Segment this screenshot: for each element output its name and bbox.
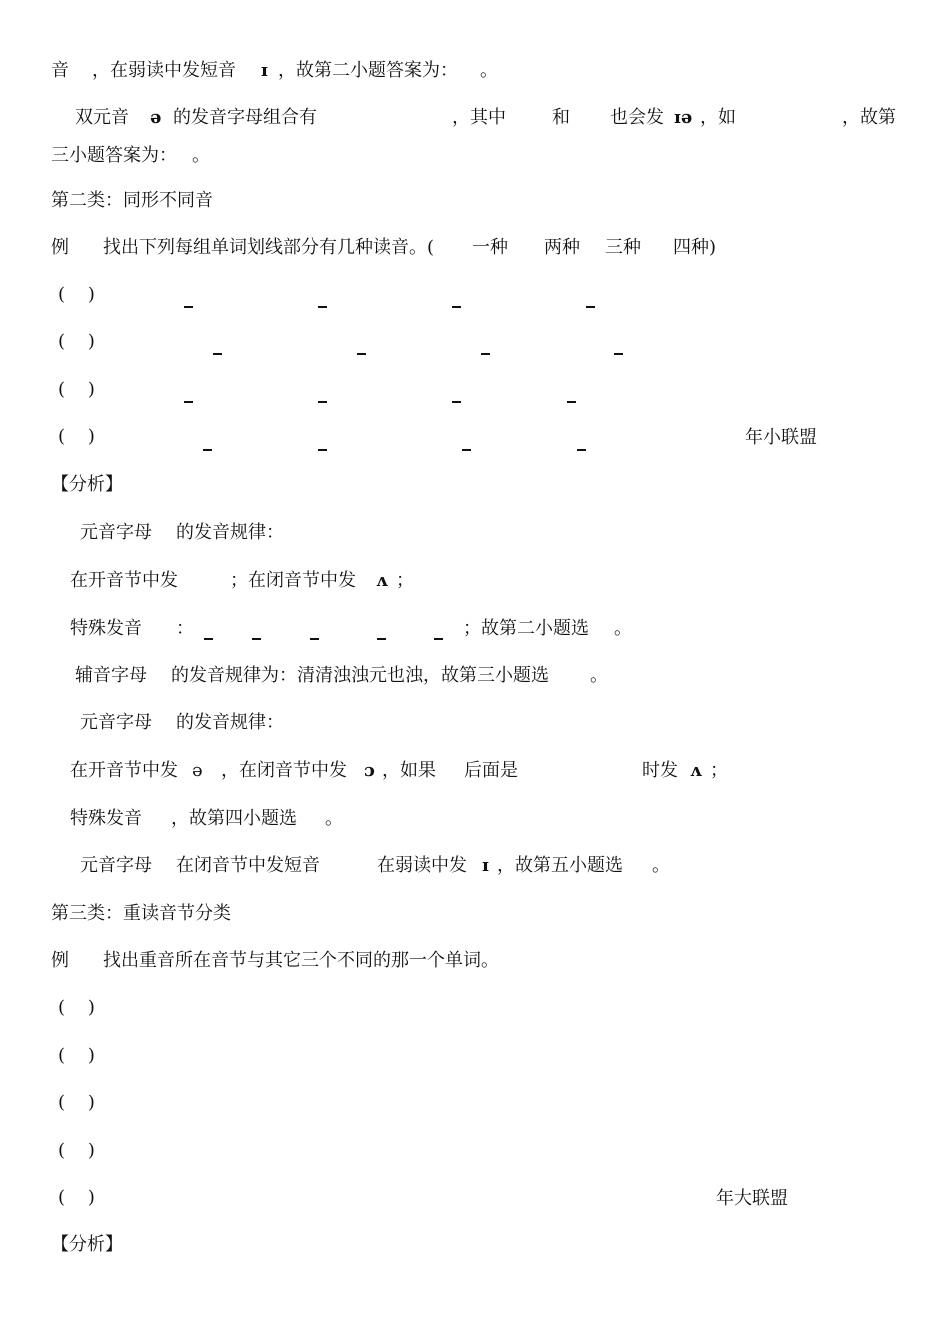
text: 辅音字母 <box>75 665 147 686</box>
text: 元音字母 <box>80 522 152 543</box>
text: 。 <box>590 665 608 686</box>
answer-bracket: ( ) <box>58 1187 95 1208</box>
phonetic-symbol: ə <box>150 107 162 128</box>
underline-blank <box>318 306 327 308</box>
analysis-heading: 【分析】 <box>51 474 123 495</box>
text: 时发 <box>642 760 678 781</box>
analysis-heading: 【分析】 <box>51 1234 123 1255</box>
text: 在闭音节中发短音 <box>176 855 320 876</box>
text: 元音字母 <box>80 712 152 733</box>
text: 的发音规律为：清清浊浊元也浊，故第三小题选 <box>171 665 549 686</box>
answer-bracket: ( ) <box>58 1092 95 1113</box>
answer-bracket: ( ) <box>58 379 95 400</box>
text: ，其中 <box>452 107 506 128</box>
underline-blank <box>310 638 319 640</box>
underline-blank <box>213 353 222 355</box>
example-label: 例 <box>51 237 69 258</box>
text: 三小题答案为： <box>51 145 177 166</box>
option: 三种 <box>605 237 641 258</box>
option: 两种 <box>544 237 580 258</box>
text: 的发音规律： <box>176 522 284 543</box>
example-label: 例 <box>51 950 69 971</box>
text: ，在弱读中发短音 <box>92 60 236 81</box>
text: 找出下列每组单词划线部分有几种读音。( <box>103 237 435 258</box>
underline-blank <box>452 306 461 308</box>
text: 特殊发音 <box>70 618 142 639</box>
text: 和 <box>552 107 570 128</box>
underline-blank <box>452 401 461 403</box>
option: 四种) <box>673 237 717 258</box>
text: 。 <box>614 618 632 639</box>
answer-bracket: ( ) <box>58 426 95 447</box>
section-heading: 第三类：重读音节分类 <box>51 903 231 924</box>
source-note: 年小联盟 <box>745 427 817 448</box>
text: ，故第二小题答案为： <box>278 60 458 81</box>
text: ，故第五小题选 <box>497 855 623 876</box>
text: ；在闭音节中发 <box>230 570 356 591</box>
text: 。 <box>652 855 670 876</box>
underline-blank <box>357 353 366 355</box>
phonetic-symbol: ʌ <box>690 760 702 781</box>
text: 找出重音所在音节与其它三个不同的那一个单词。 <box>103 950 499 971</box>
text: 在开音节中发 <box>70 570 178 591</box>
text: ，如 <box>700 107 736 128</box>
underline-blank <box>184 401 193 403</box>
underline-blank <box>614 353 623 355</box>
underline-blank <box>252 638 261 640</box>
underline-blank <box>184 306 193 308</box>
underline-blank <box>318 449 327 451</box>
text: 的发音规律： <box>176 712 284 733</box>
text: 元音字母 <box>80 855 152 876</box>
underline-blank <box>204 638 213 640</box>
underline-blank <box>567 401 576 403</box>
underline-blank <box>203 449 212 451</box>
text: ； <box>396 570 414 591</box>
text: ，在闭音节中发 <box>221 760 347 781</box>
phonetic-symbol: ə <box>192 760 203 781</box>
text: 在开音节中发 <box>70 760 178 781</box>
text: ： <box>176 618 194 639</box>
phonetic-symbol: ɪə <box>674 107 693 128</box>
text: ； <box>710 760 728 781</box>
text: 也会发 <box>610 107 664 128</box>
underline-blank <box>481 353 490 355</box>
answer-bracket: ( ) <box>58 997 95 1018</box>
option: 一种 <box>472 237 508 258</box>
text: 。 <box>480 60 498 81</box>
underline-blank <box>462 449 471 451</box>
text: ；故第二小题选 <box>463 618 589 639</box>
phonetic-symbol: ɪ <box>261 60 268 81</box>
answer-bracket: ( ) <box>58 1140 95 1161</box>
text: 音 <box>51 60 69 81</box>
answer-bracket: ( ) <box>58 284 95 305</box>
text: ，如果 <box>382 760 436 781</box>
text: 双元音 <box>75 107 129 128</box>
answer-bracket: ( ) <box>58 1045 95 1066</box>
underline-blank <box>377 638 386 640</box>
text: ，故第四小题选 <box>171 808 297 829</box>
text: ，故第 <box>842 107 896 128</box>
text: 。 <box>325 808 343 829</box>
text: 特殊发音 <box>70 808 142 829</box>
underline-blank <box>434 638 443 640</box>
underline-blank <box>577 449 586 451</box>
text: 。 <box>192 145 210 166</box>
phonetic-symbol: ʌ <box>376 570 388 591</box>
text: 在弱读中发 <box>377 855 467 876</box>
phonetic-symbol: ɔ <box>364 760 375 781</box>
section-heading: 第二类：同形不同音 <box>51 190 213 211</box>
text: 后面是 <box>464 760 518 781</box>
underline-blank <box>586 306 595 308</box>
answer-bracket: ( ) <box>58 331 95 352</box>
text: 的发音字母组合有 <box>173 107 317 128</box>
underline-blank <box>318 401 327 403</box>
source-note: 年大联盟 <box>716 1188 788 1209</box>
phonetic-symbol: ɪ <box>482 855 489 876</box>
